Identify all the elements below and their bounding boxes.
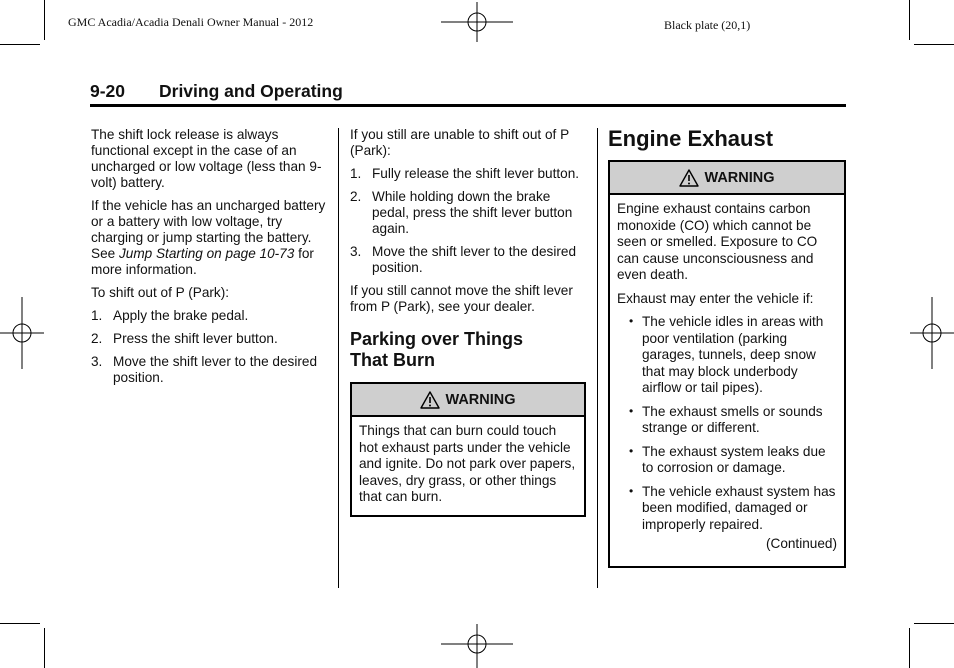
- bullet-text: The exhaust system leaks due to corrosion or damage.: [642, 443, 826, 475]
- warning-header: [610, 162, 844, 195]
- list-item-text: Fully release the shift lever button.: [372, 166, 580, 181]
- numbered-list: [350, 166, 586, 276]
- bullet-item: [617, 484, 837, 534]
- crop-mark-bl-h: [0, 623, 40, 624]
- warning-text: Exhaust may enter the vehicle if:: [617, 290, 814, 306]
- paragraph: If you still cannot move the shift lever from P (Park), see your dealer.: [350, 283, 573, 314]
- column-1: [91, 127, 329, 393]
- section-title: Driving and Operating: [159, 81, 343, 101]
- list-item-text: While holding down the brake pedal, press the shift lever button again.: [372, 189, 573, 236]
- paragraph: To shift out of P (Park):: [91, 285, 230, 300]
- bullet-icon: •: [629, 443, 634, 458]
- warning-body: [610, 195, 844, 566]
- list-item: [350, 244, 586, 276]
- list-item: [350, 166, 586, 182]
- crop-mark-br-v: [909, 628, 910, 668]
- bullet-icon: •: [629, 403, 634, 418]
- numbered-list: [91, 308, 329, 386]
- list-item-text: Press the shift lever button.: [113, 331, 278, 346]
- bullet-icon: •: [629, 314, 634, 328]
- print-header-title: GMC Acadia/Acadia Denali Owner Manual - 2012: [68, 15, 314, 29]
- column-divider: [338, 128, 339, 588]
- running-head: [90, 80, 846, 107]
- cross-reference-link[interactable]: Jump Starting on page 10-73: [118, 246, 295, 261]
- list-number: 1.: [91, 308, 103, 323]
- list-number: 3.: [91, 354, 103, 369]
- crop-mark-tr-v: [909, 0, 910, 40]
- list-item: [91, 331, 329, 347]
- warning-label: WARNING: [704, 169, 775, 186]
- crop-mark-bl-v: [44, 628, 45, 668]
- list-number: 1.: [350, 166, 362, 181]
- registration-crosshair-icon: [910, 297, 954, 369]
- column-3: [608, 126, 846, 568]
- continued-label: (Continued): [765, 536, 837, 551]
- list-item: [91, 354, 329, 386]
- registration-crosshair-icon: [0, 297, 44, 369]
- warning-box: [350, 382, 586, 517]
- page-section-heading: Engine Exhaust: [608, 126, 774, 151]
- paragraph: The shift lock release is always functional except in the case of an uncharged or low voltage (less than 9-volt) battery.: [91, 127, 322, 190]
- bullet-icon: •: [629, 483, 634, 498]
- registration-crosshair-icon: [441, 624, 513, 668]
- column-2: [350, 127, 586, 517]
- warning-box: [608, 160, 846, 568]
- paragraph: [91, 198, 329, 278]
- bullet-item: [617, 404, 837, 437]
- text: If the vehicle has an uncharged battery or a battery with low voltage, try charging or jump starting the battery. See: [91, 198, 326, 261]
- crop-mark-br-h: [914, 623, 954, 624]
- list-item-text: Move the shift lever to the desired position.: [372, 244, 577, 275]
- bullet-text: The vehicle exhaust system has been modified, damaged or improperly repaired.: [642, 483, 836, 532]
- list-number: 3.: [350, 244, 362, 259]
- list-item: [91, 308, 329, 324]
- warning-text: Engine exhaust contains carbon monoxide (CO) which cannot be seen or smelled. Exposure to CO can cause unconsciousness and even death.: [617, 201, 818, 282]
- bullet-item: [617, 314, 837, 397]
- warning-body: [352, 417, 584, 515]
- print-header-plate: Black plate (20,1): [664, 18, 751, 32]
- warning-triangle-icon: [679, 169, 699, 187]
- list-number: 2.: [350, 189, 362, 204]
- warning-label: WARNING: [445, 391, 516, 408]
- list-item: [350, 189, 586, 237]
- paragraph: If you still are unable to shift out of P (Park):: [350, 127, 569, 158]
- warning-triangle-icon: [420, 391, 440, 409]
- column-divider: [597, 128, 598, 588]
- crop-mark-tr-h: [914, 44, 954, 45]
- bullet-list: [617, 314, 837, 533]
- bullet-text: The vehicle idles in areas with poor ventilation (parking garages, tunnels, deep snow that may block underbody airflow or tail pipes).: [642, 314, 824, 395]
- list-number: 2.: [91, 331, 103, 346]
- warning-header: [352, 384, 584, 417]
- crop-mark-tl-h: [0, 44, 40, 45]
- crop-mark-tl-v: [44, 0, 45, 40]
- text: for more information.: [91, 246, 314, 277]
- list-item-text: Move the shift lever to the desired position.: [113, 354, 318, 385]
- warning-text: Things that can burn could touch hot exhaust parts under the vehicle and ignite. Do not park over papers, leaves, dry grass, or other things that can burn.: [359, 423, 576, 504]
- registration-crosshair-icon: [441, 2, 513, 46]
- page-number: 9-20: [90, 81, 126, 101]
- bullet-text: The exhaust smells or sounds strange or different.: [642, 403, 823, 435]
- list-item-text: Apply the brake pedal.: [113, 308, 249, 323]
- bullet-item: [617, 444, 837, 477]
- section-heading: Parking over Things That Burn: [350, 329, 524, 370]
